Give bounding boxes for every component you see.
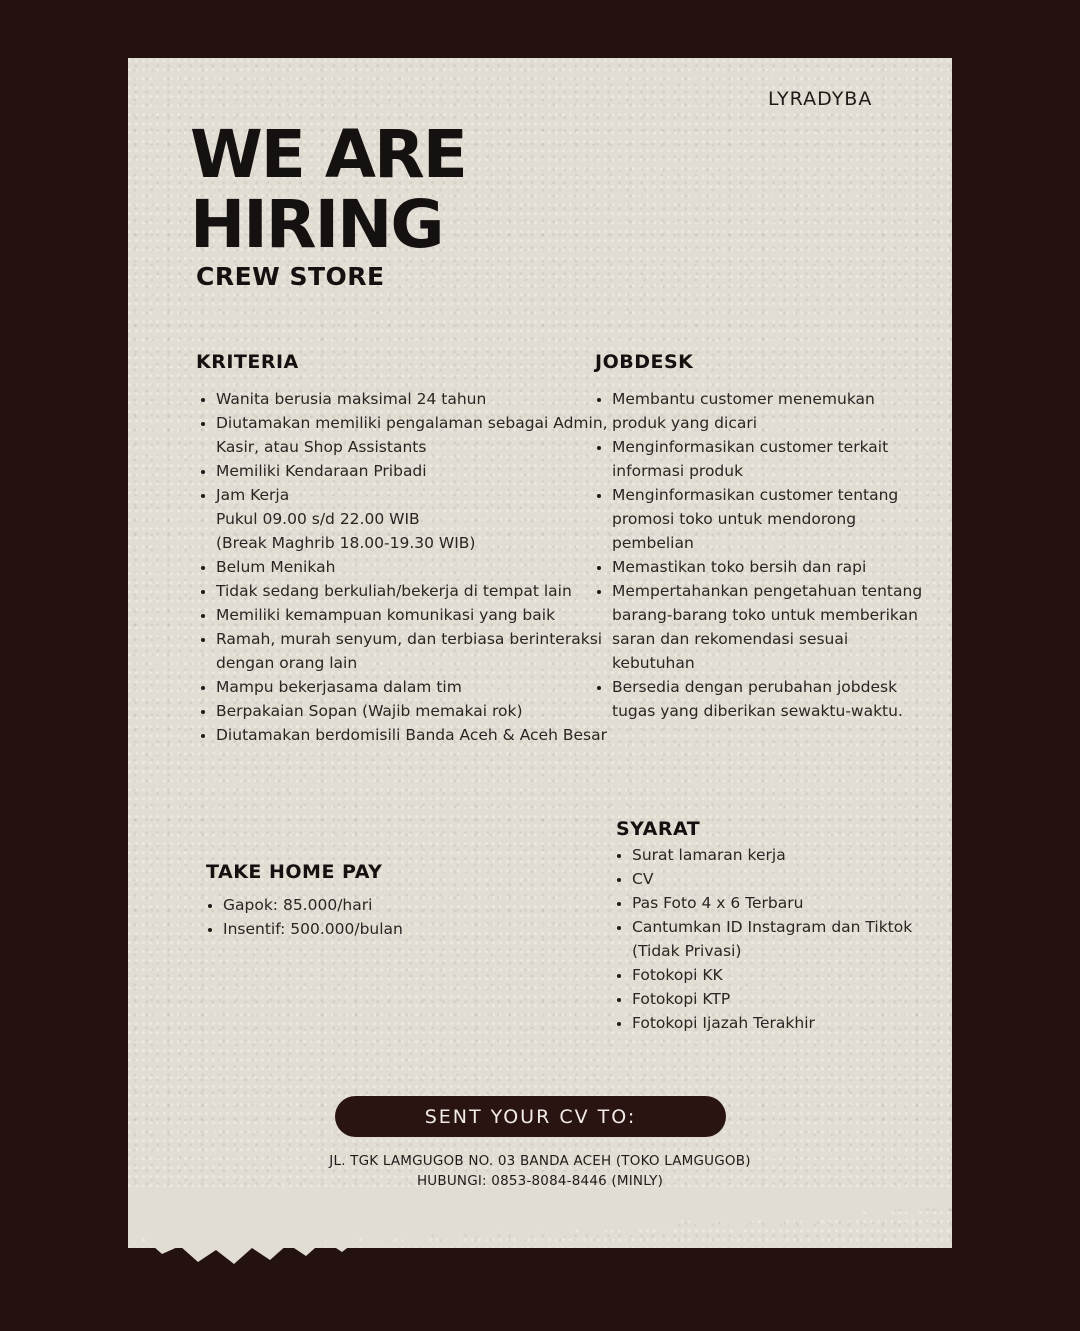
title-line-1: WE ARE [190, 116, 466, 193]
list-item: • Bersedia dengan perubahan jobdesk tugas yang diberikan sewaktu-waktu. [612, 675, 932, 723]
torn-paper-edge [128, 1190, 952, 1270]
list-item: • Membantu customer menemukan produk yang dicari [612, 387, 932, 435]
list-item: • Wanita berusia maksimal 24 tahun [216, 387, 608, 411]
list-item: • Diutamakan berdomisili Banda Aceh & Aceh Besar [216, 723, 608, 747]
kriteria-list [196, 387, 608, 747]
list-item: • Memastikan toko bersih dan rapi [612, 555, 932, 579]
send-cv-banner: SENT YOUR CV TO: [335, 1096, 726, 1137]
take-home-pay-list [203, 893, 523, 941]
take-home-pay-heading: TAKE HOME PAY [206, 861, 383, 883]
position-title: CREW STORE [196, 262, 385, 291]
list-item: • Menginformasikan customer terkait informasi produk [612, 435, 932, 483]
list-item: • Menginformasikan customer tentang promosi toko untuk mendorong pembelian [612, 483, 932, 555]
contact-text: HUBUNGI: 0853-8084-8446 (MINLY) [416, 1173, 664, 1189]
list-item: • Fotokopi KTP [632, 987, 922, 1011]
list-item: • Surat lamaran kerja [632, 843, 922, 867]
list-item: • Mampu bekerjasama dalam tim [216, 675, 608, 699]
brand-name: LYRADYBA [768, 88, 873, 110]
list-item: • Pas Foto 4 x 6 Terbaru [632, 891, 922, 915]
list-item: • Jam Kerja Pukul 09.00 s/d 22.00 WIB (Break Maghrib 18.00-19.30 WIB) [216, 483, 608, 555]
list-item: • Memiliki kemampuan komunikasi yang baik [216, 603, 608, 627]
list-item: • Belum Menikah [216, 555, 608, 579]
list-item: • Insentif: 500.000/bulan [223, 917, 523, 941]
jobdesk-heading: JOBDESK [595, 351, 694, 373]
list-item: • Diutamakan memiliki pengalaman sebagai Admin, Kasir, atau Shop Assistants [216, 411, 608, 459]
list-item: • Ramah, murah senyum, dan terbiasa berinteraksi dengan orang lain [216, 627, 608, 675]
title-line-2: HIRING [190, 186, 443, 263]
syarat-heading: SYARAT [616, 818, 701, 840]
list-item: • CV [632, 867, 922, 891]
kriteria-heading: KRITERIA [196, 351, 299, 373]
list-item: • Fotokopi KK [632, 963, 922, 987]
jobdesk-list [592, 387, 932, 723]
list-item: • Fotokopi Ijazah Terakhir [632, 1011, 922, 1035]
list-item: • Memiliki Kendaraan Pribadi [216, 459, 608, 483]
page-title [190, 116, 466, 263]
syarat-list [612, 843, 922, 1035]
list-item: • Cantumkan ID Instagram dan Tiktok (Tidak Privasi) [632, 915, 922, 963]
list-item: • Berpakaian Sopan (Wajib memakai rok) [216, 699, 608, 723]
list-item: • Gapok: 85.000/hari [223, 893, 523, 917]
address-text: JL. TGK LAMGUGOB NO. 03 BANDA ACEH (TOKO LAMGUGOB) [329, 1153, 751, 1169]
list-item: • Tidak sedang berkuliah/bekerja di tempat lain [216, 579, 608, 603]
list-item: • Mempertahankan pengetahuan tentang barang-barang toko untuk memberikan saran dan rekomendasi sesuai kebutuhan [612, 579, 932, 675]
